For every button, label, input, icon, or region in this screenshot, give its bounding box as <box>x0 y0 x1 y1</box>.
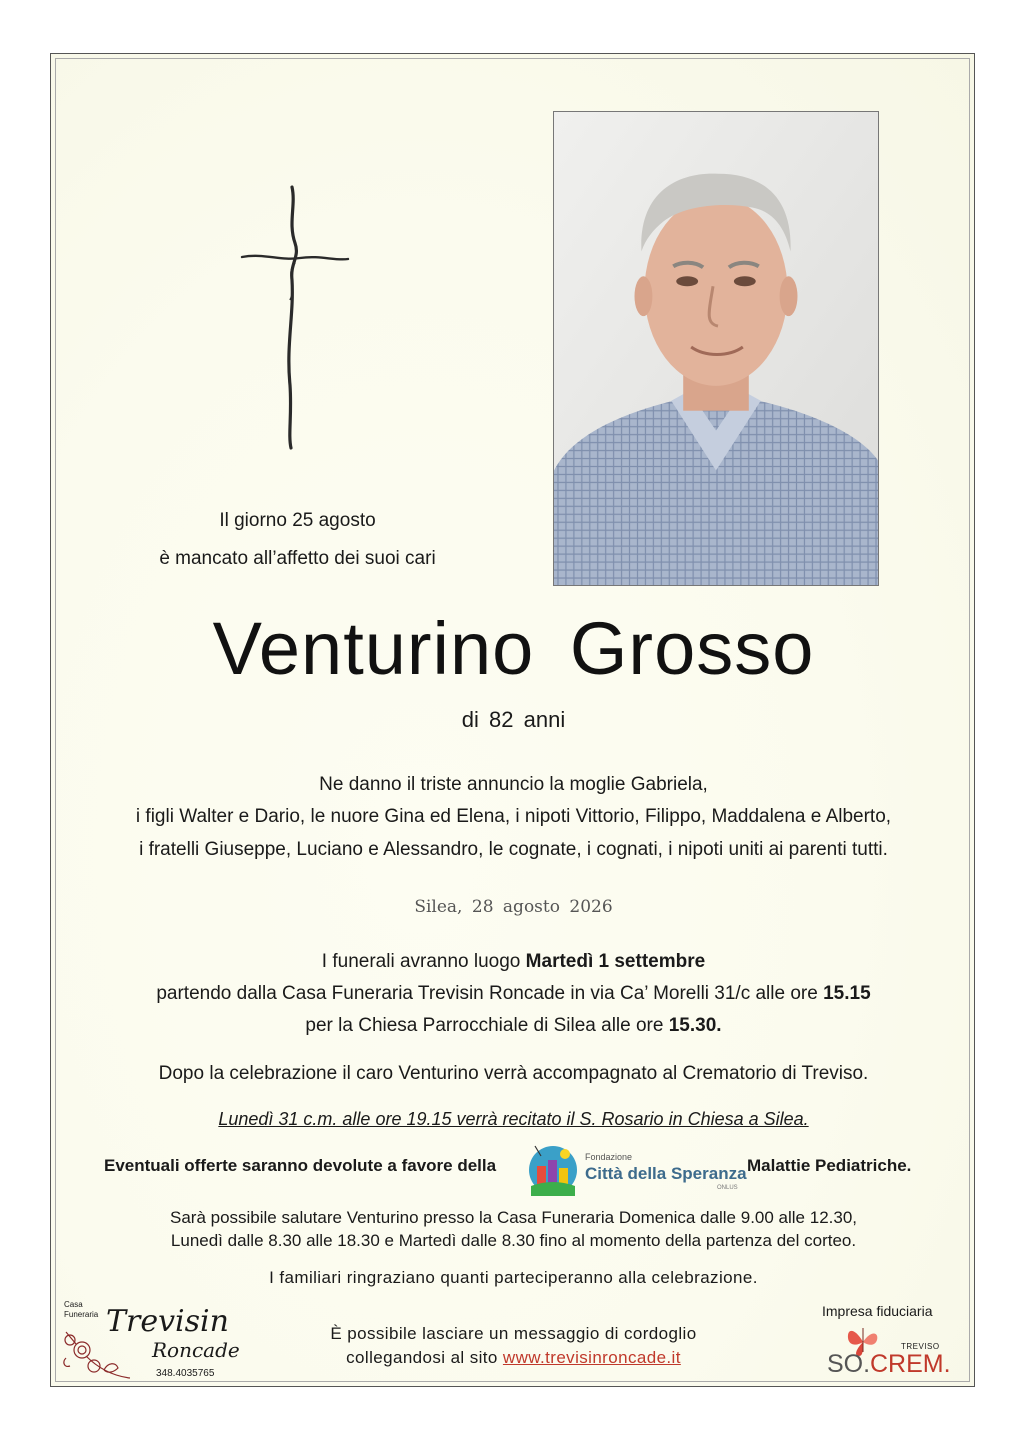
logo-treviso: TREVISO <box>901 1342 940 1351</box>
funeral-date: Martedì 1 settembre <box>525 951 706 972</box>
fondazione-emblem-icon <box>525 1140 579 1196</box>
fondazione-onlus: ONLUS <box>717 1185 738 1191</box>
logo-so: SO. <box>827 1350 871 1378</box>
donation-right-text: Malattie Pediatriche. <box>747 1156 912 1175</box>
announcement-line-2: i figli Walter e Dario, le nuore Gina ed Elena, i nipoti Vittorio, Filippo, Maddalena e Alberto, <box>135 806 892 827</box>
thanks-line: I familiari ringraziano quanti parteciperanno alla celebrazione. <box>269 1268 758 1287</box>
fondazione-label: Fondazione <box>585 1152 633 1162</box>
age-suffix: anni <box>523 707 566 732</box>
announcement-line-3: i fratelli Giuseppe, Luciano e Alessandro, le cognate, i cognati, i nipoti uniti ai parenti tutti. <box>139 839 888 860</box>
first-name: Venturino <box>212 607 535 690</box>
donation-left-text: Eventuali offerte saranno devolute a favore della <box>104 1156 497 1175</box>
logo-crem: CREM. <box>870 1350 951 1378</box>
age-prefix: di <box>461 707 479 732</box>
intro-line-1: Il giorno 25 agosto <box>219 510 376 531</box>
logo-phone: 348.4035765 <box>156 1368 215 1379</box>
funeral-text-3: per la Chiesa Parrocchiale di Silea alle ore <box>305 1015 669 1036</box>
church-time: 15.30. <box>668 1015 722 1036</box>
donation-row <box>0 1140 1027 1196</box>
announcement-line-1: Ne danno il triste annuncio la moglie Gabriela, <box>319 774 708 795</box>
logo-casa: Casa <box>64 1300 83 1309</box>
funeral-line-1 <box>0 951 1027 973</box>
portrait-photo <box>553 111 879 586</box>
visits-line-2: Lunedì dalle 8.30 alle 18.30 e Martedì dalle 8.30 fino al momento della partenza del corteo. <box>170 1231 857 1250</box>
year: 2026 <box>569 897 613 917</box>
funeral-text-1: I funerali avranno luogo <box>321 951 526 972</box>
condolence-text: collegandosi al sito <box>346 1348 503 1367</box>
deceased-name <box>0 606 1027 691</box>
visits-line-1: Sarà possibile salutare Venturino presso la Casa Funeraria Domenica dalle 9.00 alle 12.30, <box>169 1208 857 1227</box>
month: agosto <box>502 897 560 917</box>
day: 28 <box>471 897 494 917</box>
logo-funeraria: Funeraria <box>64 1310 99 1319</box>
funeral-line-3 <box>0 1015 1027 1037</box>
condolence-line-1: È possibile lasciare un messaggio di cordoglio <box>330 1324 697 1343</box>
fondazione-logo <box>525 1140 747 1196</box>
place-date <box>0 897 1027 917</box>
fondazione-name: Città della Speranza <box>585 1164 747 1183</box>
deceased-age <box>0 707 1027 733</box>
funeral-line-2 <box>0 983 1027 1005</box>
impresa-fiduciaria: Impresa fiduciaria <box>822 1303 933 1319</box>
after-celebration: Dopo la celebrazione il caro Venturino verrà accompagnato al Crematorio di Treviso. <box>158 1063 869 1084</box>
last-name: Grosso <box>569 607 815 690</box>
logo-casa-funeraria <box>64 1300 98 1320</box>
cross-icon <box>240 185 350 450</box>
intro-line-2: è mancato all’affetto dei suoi cari <box>159 548 436 569</box>
age-value: 82 <box>489 707 514 732</box>
funeral-text-2: partendo dalla Casa Funeraria Trevisin Roncade in via Ca’ Morelli 31/c alle ore <box>156 983 824 1004</box>
socrem-logo <box>815 1300 960 1384</box>
departure-time: 15.15 <box>823 983 871 1004</box>
website-link[interactable]: www.trevisinroncade.it <box>502 1348 681 1367</box>
logo-trevisin: Trevisin <box>106 1304 229 1339</box>
place: Silea, <box>414 897 463 917</box>
trevisin-logo <box>58 1296 248 1384</box>
logo-roncade: Roncade <box>152 1338 240 1362</box>
rosary-notice: Lunedì 31 c.m. alle ore 19.15 verrà recitato il S. Rosario in Chiesa a Silea. <box>218 1109 809 1129</box>
